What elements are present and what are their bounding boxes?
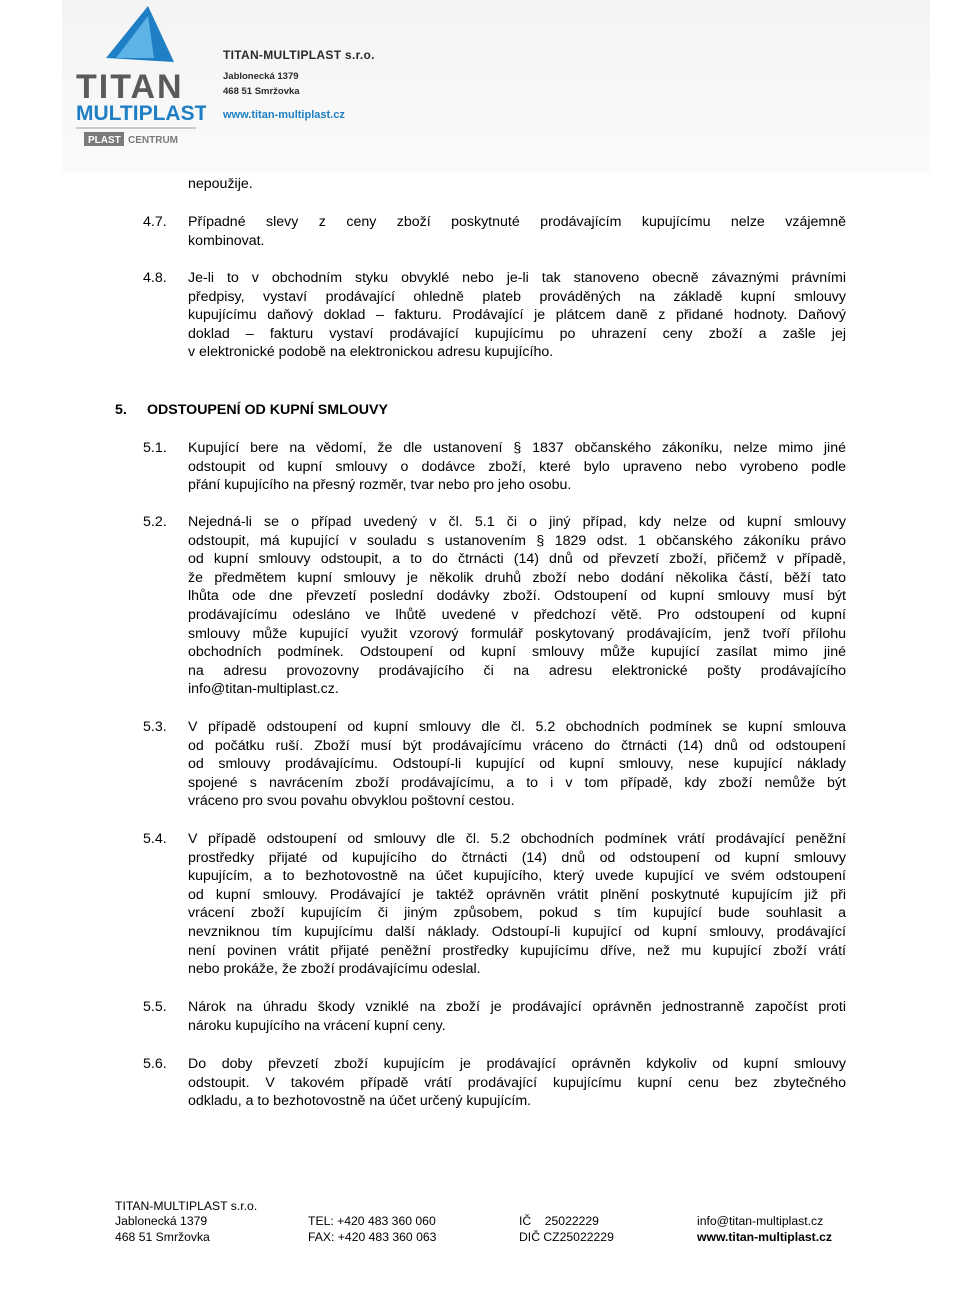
clause-line: na adresu provozovny prodávajícího či na adresu elektronické pošty prodávajícího [188,662,846,679]
continuation-text: nepoužije. [188,176,253,192]
clause-line: odstoupit od kupní smlouvy o dodávce zboží, které bylo upraveno nebo vyrobeno podle [188,458,846,475]
clause-line: lhůta ode dne převzetí poslední dodávky zboží. Odstoupení od kupní smlouvy musí být [188,588,846,605]
footer-city: 468 51 Smržovka [115,1230,210,1244]
clause-line: předpisy, vystaví prodávající ohledně plateb prováděných na základě kupní smlouvy [188,288,846,305]
clause-line: v elektronické podobě na elektronickou adresu kupujícího. [188,344,554,361]
clause-5-1 [188,439,846,495]
clause-line: Do doby převzetí zboží kupujícím je prodávající oprávněn kdykoliv od kupní smlouvy [188,1056,846,1072]
logo-graphic [70,0,206,156]
section-heading [115,401,388,420]
logo-word-multiplast: MULTIPLAST [76,102,206,125]
clause-line: Je-li to v obchodním styku obvyklé nebo je-li tak stanoveno obecně závaznými právními [188,270,846,286]
clause-4-8 [188,269,846,362]
clause-line: Případné slevy z ceny zboží poskytnuté prodávajícím kupujícímu nelze vzájemně [188,214,846,230]
clause-line: vráceno pro svou povahu obvyklou poštovní cestou. [188,793,515,810]
clause-line: vrácení zboží kupujícím či jiným způsobem, pokud s tím kupující bude souhlasit a [188,905,846,922]
clause-line: odstoupit. V takovém případě vrátí prodávající kupujícímu kupní cenu bez zbytečného [188,1074,846,1091]
footer-company: TITAN-MULTIPLAST s.r.o. [115,1199,258,1213]
letterhead-city: 468 51 Smržovka [223,86,300,97]
clause-number: 5.5. [143,999,167,1015]
clause-line: V případě odstoupení od kupní smlouvy dle čl. 5.2 obchodních podmínek se kupní smlouva [188,719,846,735]
clause-5-3 [188,718,846,811]
logo-word-centrum: CENTRUM [128,135,178,146]
clause-line: kupujícímu daňový doklad – fakturu. Prodávající je plátcem daně z přidané hodnoty. Daňový [188,307,846,324]
clause-line: spojené s navrácením zboží prodávajícímu, a to i v tom případě, kdy zboží nemůže být [188,774,846,791]
clause-line: Nárok na úhradu škody vzniklé na zboží je prodávající oprávněn jednostranně započíst proti [188,999,846,1015]
clause-number: 5.3. [143,719,167,735]
letterhead-street: Jablonecká 1379 [223,71,299,82]
clause-line: od počátku ruší. Zboží musí být prodávajícímu vráceno do čtrnácti (14) dnů od odstoupení [188,737,846,754]
clause-number: 5.6. [143,1056,167,1072]
footer-email-link[interactable]: info@titan-multiplast.cz [697,1214,824,1228]
clause-number: 5.1. [143,440,167,456]
logo-word-titan: TITAN [76,68,184,106]
clause-line: že předmětem kupní smlouvy je několik druhů zboží nebo dodání několika částí, běží tato [188,569,846,586]
logo-word-plast: PLAST [88,135,121,146]
footer-ic: IČ 25022229 [519,1214,599,1228]
clause-line: kombinovat. [188,232,265,249]
titan-multiplast-logo [70,0,206,156]
clause-line: smlouvy může kupující využit vzorový formulář poskytovaný prodávajícím, jenž tvoří přílohu [188,625,846,642]
clause-line: prodávajícímu odesláno ve lhůtě uvedené v předchozí větě. Pro odstoupení od kupní [188,606,846,623]
clause-number: 5.4. [143,831,167,847]
letterhead-company [223,48,375,121]
footer-dic: DIČ CZ25022229 [519,1230,614,1244]
clause-line: Kupující bere na vědomí, že dle ustanovení § 1837 občanského zákoníku, nelze mimo jiné [188,440,846,456]
footer-web-link[interactable]: www.titan-multiplast.cz [697,1230,832,1244]
clause-number: 4.7. [143,214,167,230]
footer-fax: FAX: +420 483 360 063 [308,1230,437,1244]
clause-line: odkladu, a to bezhotovostně na účet určený kupujícím. [188,1093,532,1110]
clause-line: přání kupujícího na přesný rozměr, tvar nebo pro jeho osobu. [188,477,572,494]
clause-5-6 [188,1055,846,1111]
clause-line: Nejedná-li se o případ uvedený v čl. 5.1 či o jiný případ, kdy nelze od kupní smlouvy [188,514,846,530]
section-number: 5. [115,402,127,418]
clause-line: od kupní smlouvy odstoupit, a to do čtrnácti (14) dnů od převzetí zboží, přičemž v případě, [188,551,846,568]
clause-line: nároku kupujícího na vrácení kupní ceny. [188,1017,446,1034]
clause-line: obchodních podmínek. Odstoupení od kupní smlouvy může kupující zasílat mimo jiné [188,644,846,661]
clause-line: nevzniknou tím kupujícímu další náklady. Odstoupí-li kupující od kupní smlouvy, prodávající [188,923,846,940]
clause-5-5 [188,998,846,1035]
clause-number: 4.8. [143,270,167,286]
clause-line: od smlouvy prodávajícímu. Odstoupí-li kupující od kupní smlouvy, nese kupující náklady [188,756,846,773]
clause-5-2 [188,513,846,699]
clause-4-7 [188,213,846,250]
clause-line: od kupní smlouvy. Prodávající je taktéž oprávněn vrátit plnění poskytnuté kupujícím již při [188,886,846,903]
footer-tel: TEL: +420 483 360 060 [308,1214,436,1228]
footer-street: Jablonecká 1379 [115,1214,208,1228]
clause-5-4 [188,830,846,979]
section-title: ODSTOUPENÍ OD KUPNÍ SMLOUVY [147,402,388,418]
clause-line: prostředky přijaté od kupujícího do čtrnácti (14) dnů od odstoupení od kupní smlouvy [188,849,846,866]
clause-line: info@titan-multiplast.cz. [188,681,339,698]
clause-line: V případě odstoupení od smlouvy dle čl. 5.2 obchodních podmínek vrátí prodávající peněžní [188,831,846,847]
clause-line: není povinen vrátit přijaté peněžní prostředky kupujícímu dříve, než mu kupující zboží vrátí [188,942,846,959]
clause-line: odstoupit, má kupující v souladu s ustanovením § 1829 odst. 1 občanského zákoníku právo [188,532,846,549]
clause-line: nebo prokáže, že zboží prodávajícímu odeslal. [188,961,481,978]
clause-line: doklad – fakturu vystaví prodávající kupujícímu po uhrazení ceny zboží a zašle jej [188,325,846,342]
letterhead-web-link[interactable]: www.titan-multiplast.cz [223,109,345,121]
clause-number: 5.2. [143,514,167,530]
clause-line: kupujícím, a to bezhotovostně na účet kupujícího, který uvede kupující ve svém odstoupení [188,868,846,885]
letterhead-company-name: TITAN-MULTIPLAST s.r.o. [223,48,375,62]
